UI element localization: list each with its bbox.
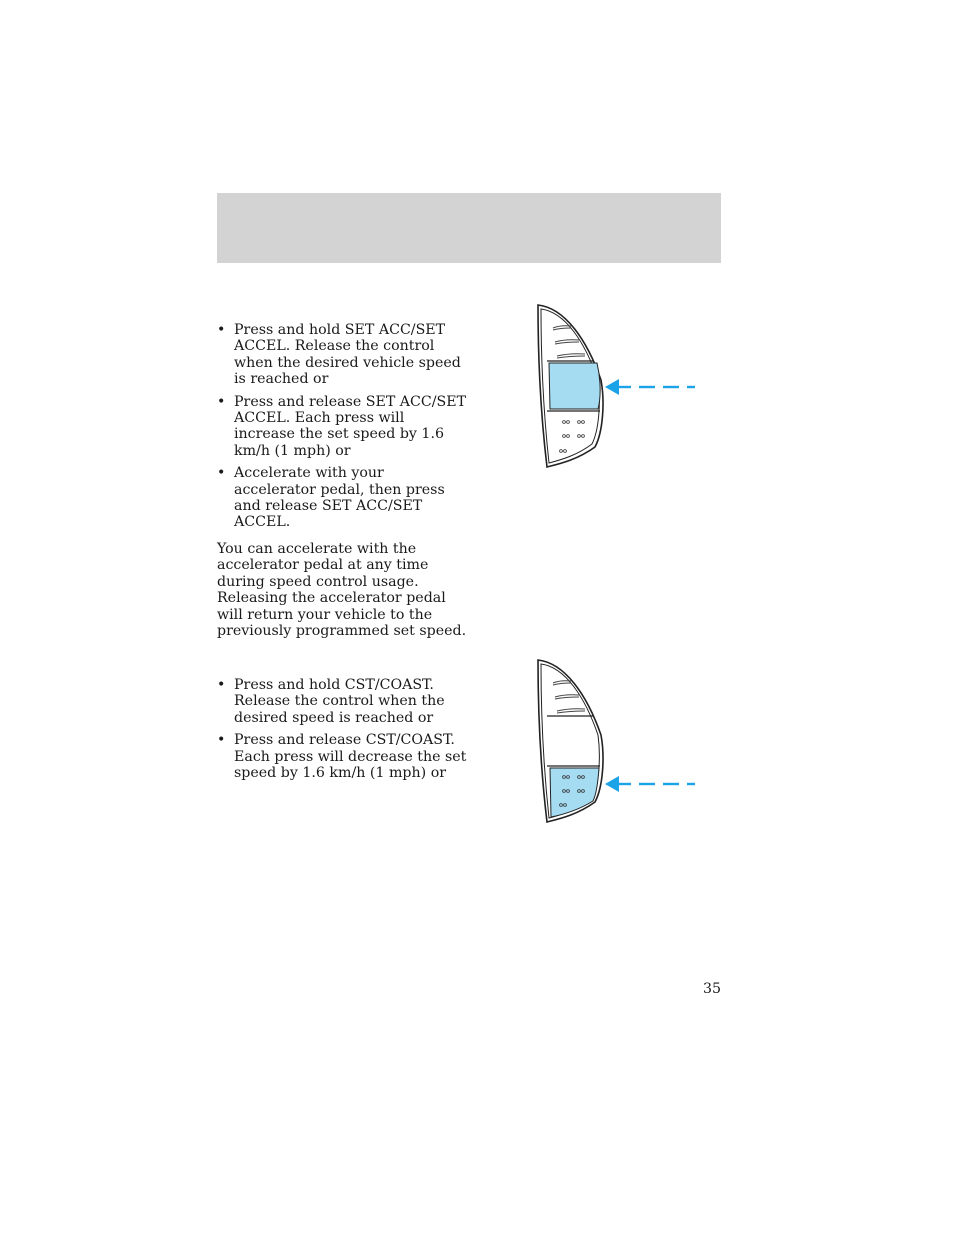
list-item: • Press and release SET ACC/SET ACCEL. Each press will increase the set speed by 1.6 km/h (1 mph) or bbox=[217, 393, 467, 459]
bullet-text: Press and release SET ACC/SET ACCEL. Each press will increase the set speed by 1.6 km/h (1 mph) or bbox=[234, 393, 467, 459]
bullet-text: Press and hold SET ACC/SET ACCEL. Release the control when the desired vehicle speed is reached or bbox=[234, 322, 461, 388]
cst-coast-button bbox=[550, 768, 599, 817]
section1-paragraph: You can accelerate with the accelerator pedal at any time during speed control usage. Releasing the accelerator pedal will return your vehicle to the previously programmed set speed. bbox=[217, 540, 467, 639]
section1-bullet-list bbox=[217, 322, 467, 531]
header-band bbox=[217, 193, 721, 263]
bullet-text: Press and hold CST/COAST. Release the control when the desired speed is reached or bbox=[234, 677, 445, 726]
list-item: • Press and hold SET ACC/SET ACCEL. Release the control when the desired vehicle speed is reached or bbox=[217, 322, 461, 388]
speed-control-figure-coast bbox=[535, 657, 705, 827]
list-item: • Accelerate with your accelerator pedal, then press and release SET ACC/SET ACCEL. bbox=[217, 465, 445, 531]
set-accel-button bbox=[549, 363, 600, 409]
section2-bullet-list bbox=[217, 677, 467, 781]
page-number: 35 bbox=[702, 981, 721, 997]
bullet-text: Press and release CST/COAST. Each press will decrease the set speed by 1.6 km/h (1 mph) or bbox=[234, 732, 467, 782]
section2-text bbox=[217, 677, 467, 787]
list-item: • Press and release CST/COAST. Each press will decrease the set speed by 1.6 km/h (1 mph) or bbox=[217, 732, 467, 782]
indicator-arrow-2 bbox=[605, 776, 695, 792]
section1-text bbox=[217, 322, 467, 639]
list-item: • Press and hold CST/COAST. Release the control when the desired speed is reached or bbox=[217, 677, 445, 726]
bullet-text: Accelerate with your accelerator pedal, then press and release SET ACC/SET ACCEL. bbox=[234, 465, 445, 531]
speed-control-figure-set-accel bbox=[535, 302, 705, 472]
indicator-arrow-1 bbox=[605, 379, 695, 395]
